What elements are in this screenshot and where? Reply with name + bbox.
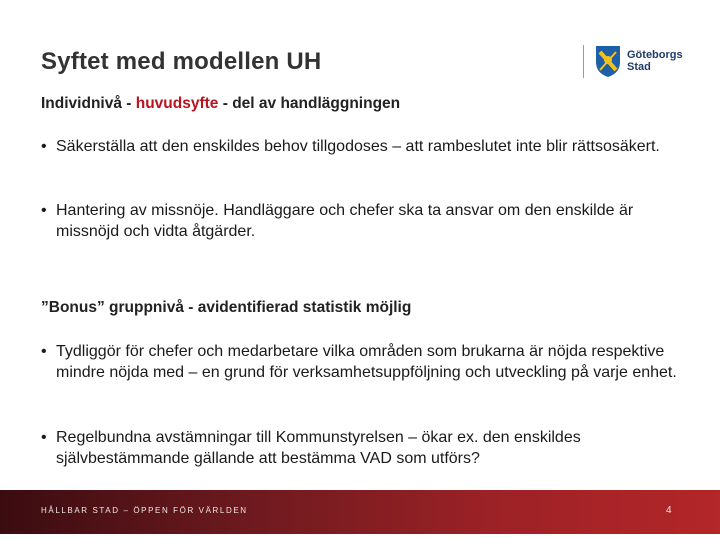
logo-line2: Stad: [627, 61, 651, 73]
section-heading-prefix: Individnivå -: [41, 95, 136, 112]
bullet-item: [41, 341, 691, 383]
section-heading-individual: [41, 95, 400, 113]
page-number: 4: [666, 505, 672, 516]
logo-text: [627, 49, 683, 73]
section-heading-suffix: - del av handläggningen: [218, 95, 401, 112]
bullet-item: [41, 200, 691, 242]
bullet-marker: •: [41, 202, 47, 219]
slide-title: Syftet med modellen UH: [41, 48, 322, 75]
bullet-text: Tydliggör för chefer och medarbetare vilka områden som brukarna är nöjda respektive mindre nöjda med – en grund för verksamhetsuppföljning och utveckling på varje enhet.: [56, 343, 677, 381]
logo-divider: [583, 45, 584, 78]
footer-tagline: HÅLLBAR STAD – ÖPPEN FÖR VÄRLDEN: [41, 506, 248, 515]
bullet-item: [41, 427, 691, 469]
section-heading-highlight: huvudsyfte: [135, 95, 219, 112]
bullet-text: Hantering av missnöje. Handläggare och chefer ska ta ansvar om den enskilde är missnöjd och vidta åtgärder.: [56, 202, 634, 240]
bullet-marker: •: [41, 138, 47, 155]
bullet-item: [41, 136, 691, 157]
bullet-marker: •: [41, 343, 47, 360]
section-heading-group: ”Bonus” gruppnivå - avidentifierad statistik möjlig: [41, 299, 412, 316]
logo-line1: Göteborgs: [627, 49, 683, 61]
bullet-marker: •: [41, 429, 47, 446]
bullet-text: Säkerställa att den enskildes behov tillgodoses – att rambeslutet inte blir rättsosäkert.: [56, 138, 660, 155]
bullet-text: Regelbundna avstämningar till Kommunstyrelsen – ökar ex. den enskildes självbestämmande gällande att bestämma VAD som utförs?: [56, 429, 581, 467]
coat-of-arms-icon: [594, 44, 622, 78]
logo: [594, 44, 704, 80]
